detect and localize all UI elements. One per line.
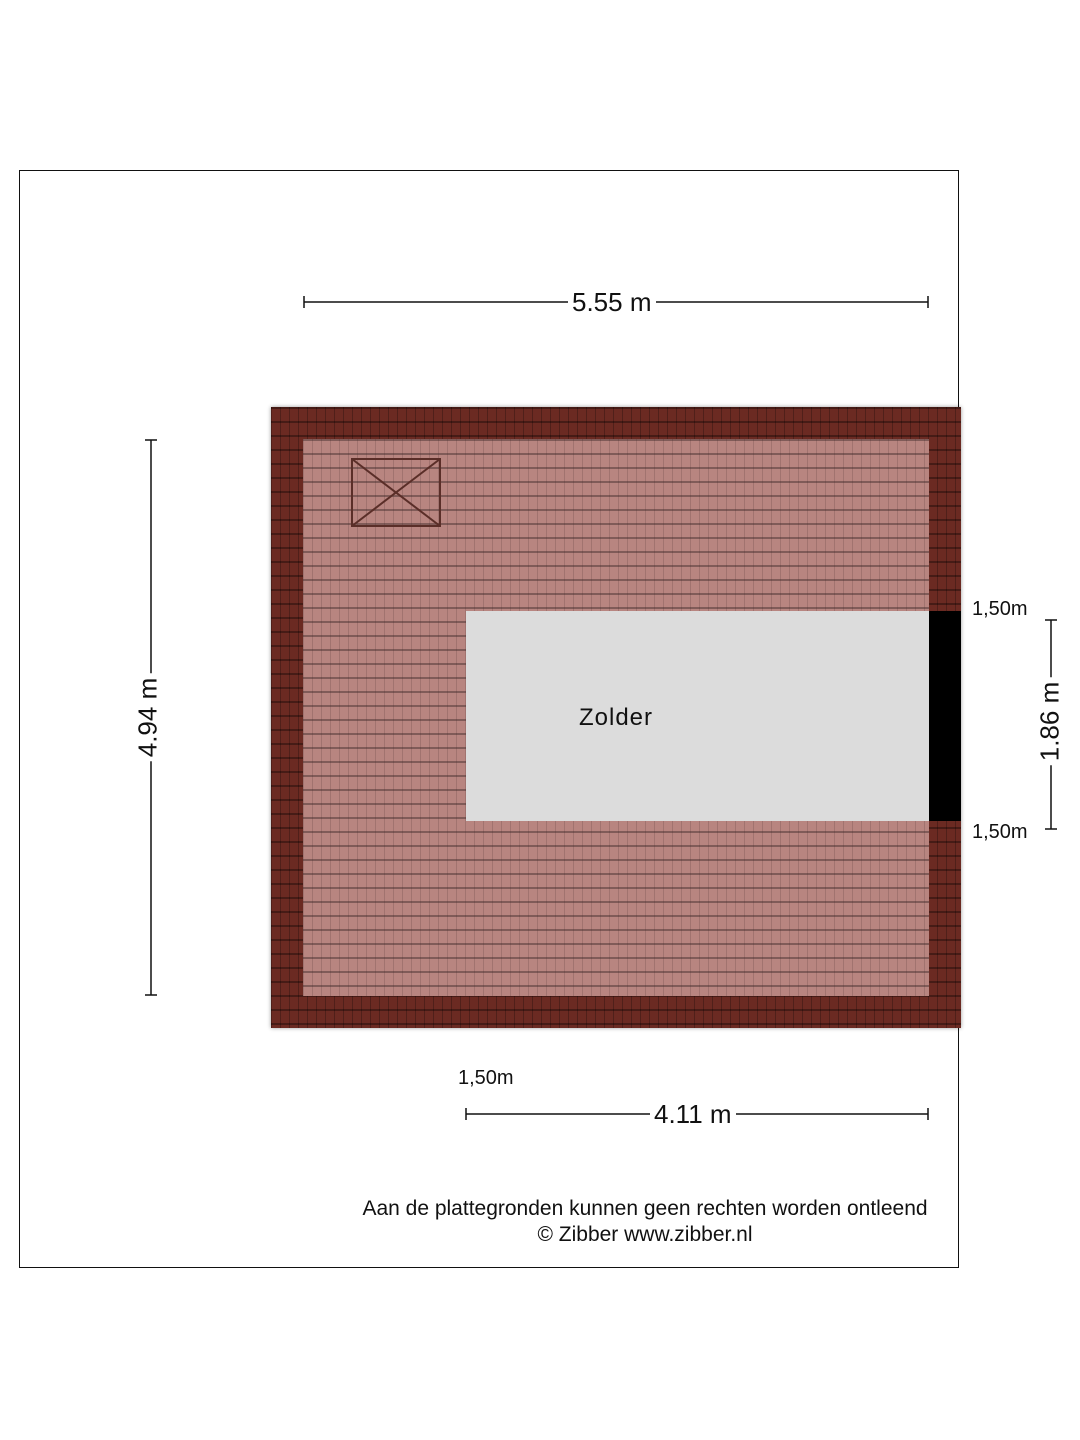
headroom-label-bottom-left: 1,50m — [458, 1067, 514, 1089]
dimension-right-height: 1.86 m — [1034, 678, 1065, 766]
dimension-left-height: 4.94 m — [132, 674, 163, 762]
headroom-label-top-right: 1,50m — [972, 598, 1028, 620]
dimension-top-width: 5.55 m — [568, 287, 656, 318]
room-label: Zolder — [578, 704, 654, 731]
headroom-label-bottom-right: 1,50m — [972, 821, 1028, 843]
copyright-text: © Zibber www.zibber.nl — [537, 1223, 753, 1246]
dimension-bottom-width: 4.11 m — [650, 1099, 736, 1130]
footer — [330, 1196, 960, 1248]
disclaimer-text: Aan de plattegronden kunnen geen rechten worden ontleend — [362, 1197, 928, 1220]
